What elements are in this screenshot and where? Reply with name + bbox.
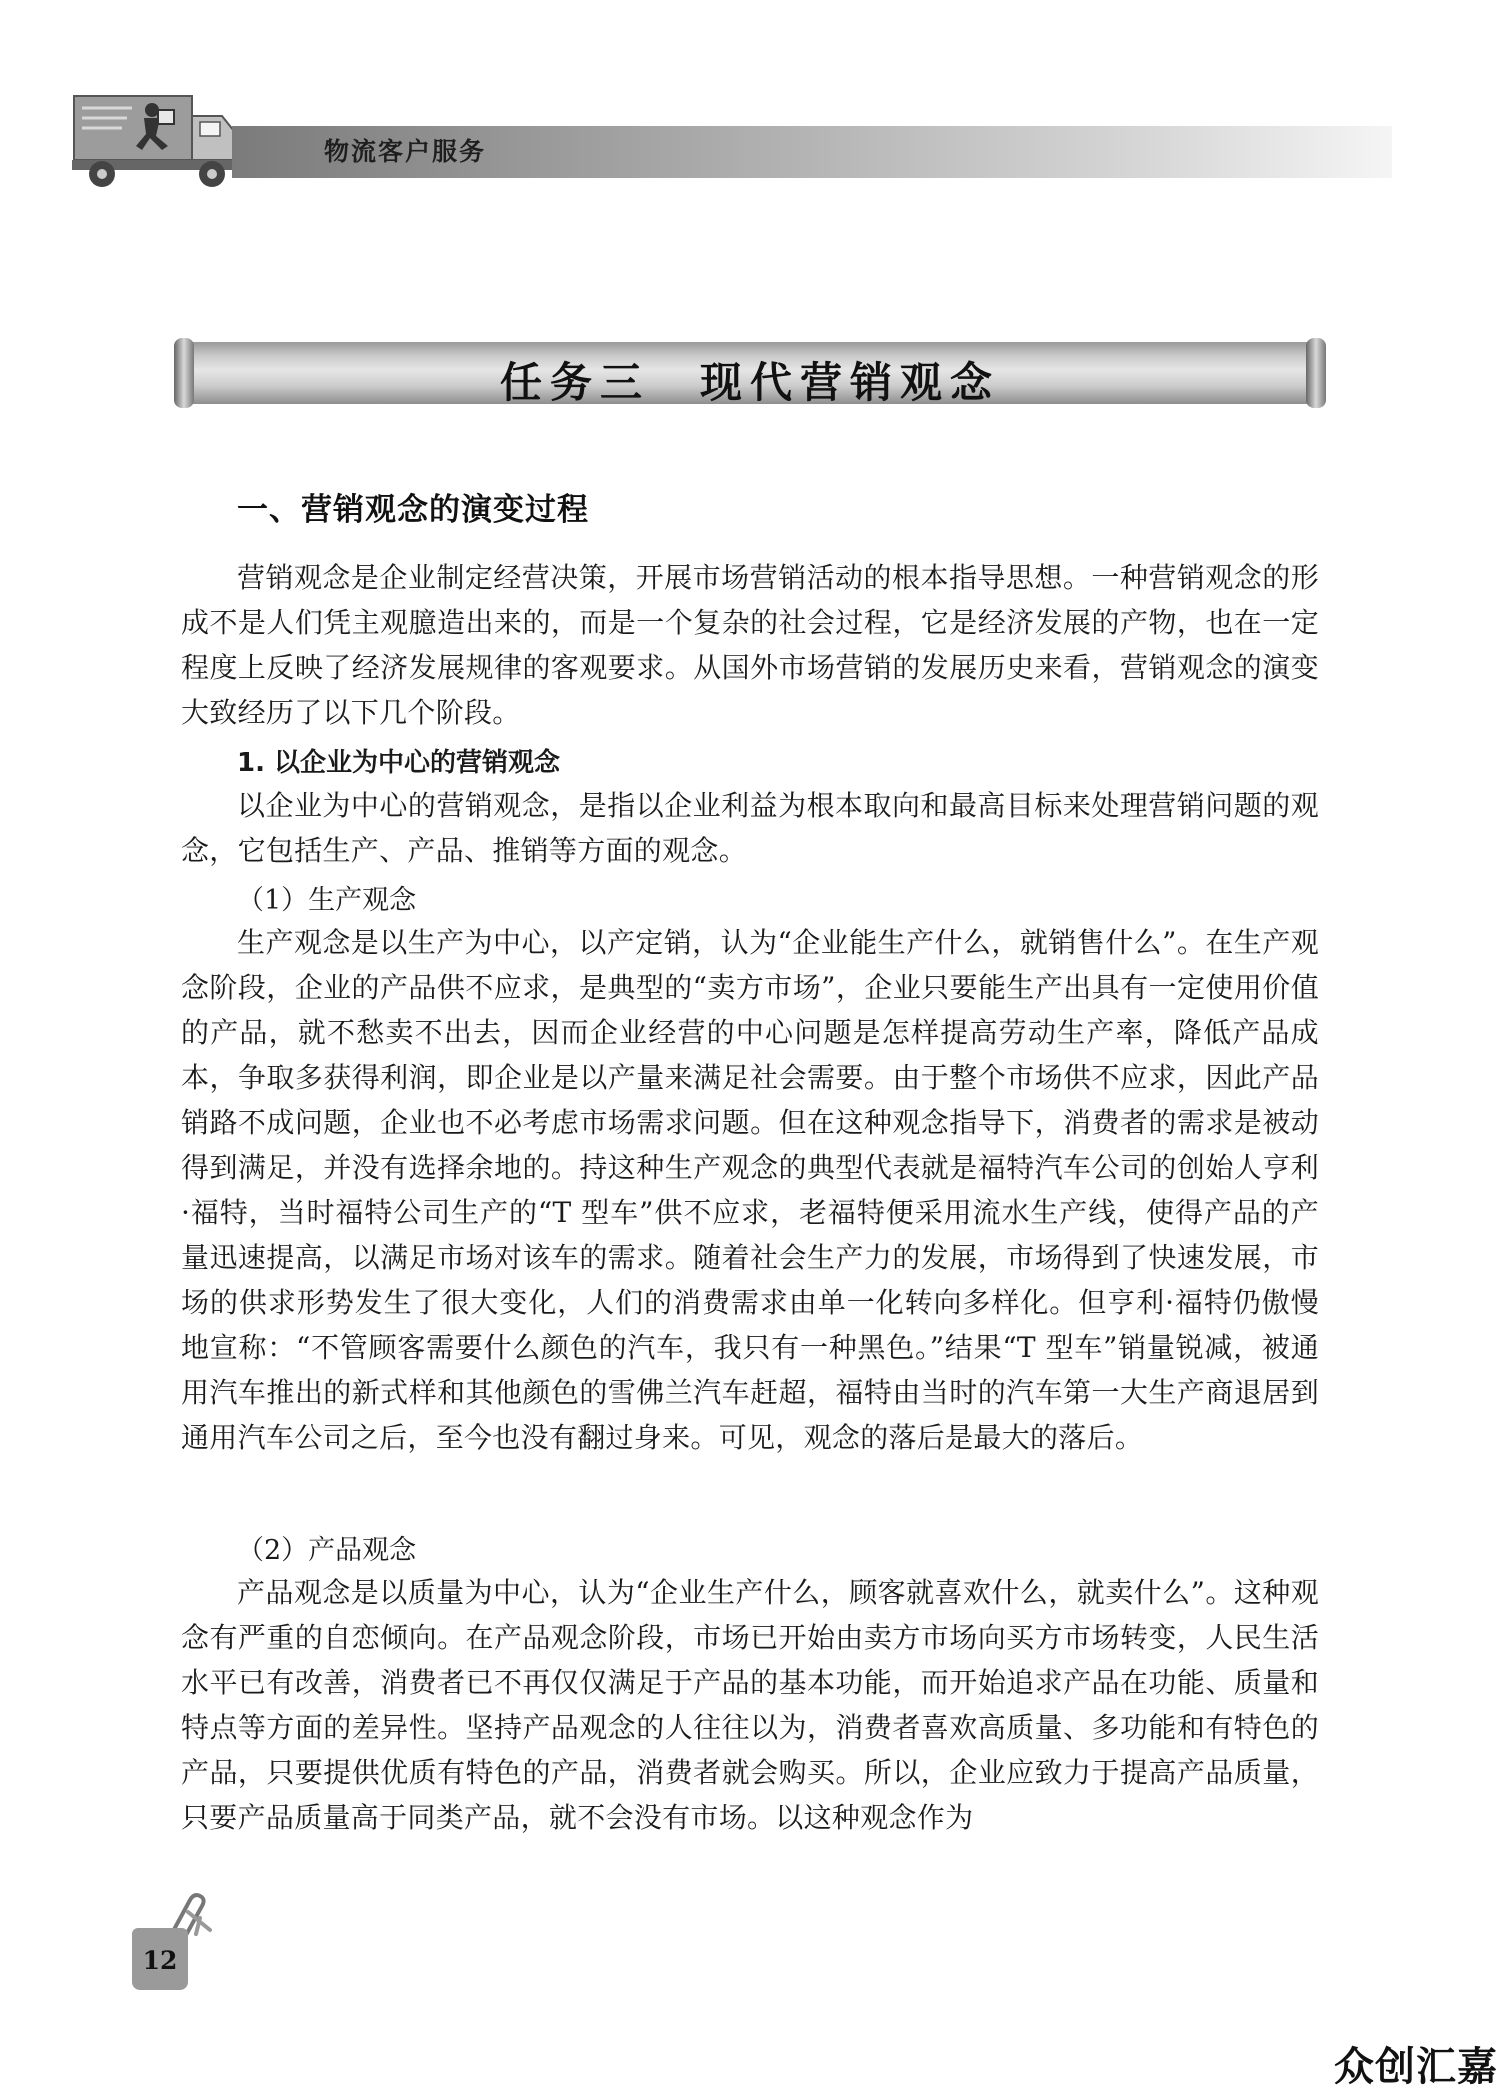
page-number: 12 [142,1946,178,1975]
delivery-truck-icon [72,88,252,198]
section-heading: 一、营销观念的演变过程 [237,492,589,528]
production-paragraph: 生产观念是以生产为中心，以产定销，认为“企业能生产什么，就销售什么”。在生产观念阶段，企业的产品供不应求，是典型的“卖方市场”，企业只要能生产出具有一定使用价值的产品，就不愁卖不出去，因而企业经营的中心问题是怎样提高劳动生产率，降低产品成本，争取多获得利润，即企业是以产量来满足社会需要。由于整个市场供不应求，因此产品销路不成问题，企业也不必考虑市场需求问题。但在这种观念指导下，消费者的需求是被动得到满足，并没有选择余地的。持这种生产观念的典型代表就是福特汽车公司的创始人亨利·福特，当时福特公司生产的“T 型车”供不应求，老福特便采用流水生产线，使得产品的产量迅速提高，以满足市场对该车的需求。随着社会生产力的发展，市场得到了快速发展，市场的供求形势发生了很大变化，人们的消费需求由单一化转向多样化。但亨利·福特仍傲慢地宣称：“不管顾客需要什么颜色的汽车，我只有一种黑色。”结果“T 型车”销量锐减，被通用汽车推出的新式样和其他颜色的雪佛兰汽车赶超，福特由当时的汽车第一大生产商退居到通用汽车公司之后，至今也没有翻过身来。可见，观念的落后是最大的落后。 [181,926,1319,1454]
running-header [72,88,1322,198]
watermark: 众创汇嘉 [1334,2044,1498,2090]
product-paragraph: 产品观念是以质量为中心，认为“企业生产什么，顾客就喜欢什么，就卖什么”。这种观念有严重的自恋倾向。在产品观念阶段，市场已开始由卖方市场向买方市场转变，人民生活水平已有改善，消费者已不再仅仅满足于产品的基本功能，而开始追求产品在功能、质量和特点等方面的差异性。坚持产品观念的人往往以为，消费者喜欢高质量、多功能和有特色的产品，只要提供优质有特色的产品，消费者就会购买。所以，企业应致力于提高产品质量，只要产品质量高于同类产品，就不会没有市场。以这种观念作为 [181,1576,1319,1834]
subsection-paragraph: 以企业为中心的营销观念，是指以企业利益为根本取向和最高目标来处理营销问题的观念，它包括生产、产品、推销等方面的观念。 [181,789,1319,867]
task-title: 任务三 现代营销观念 [499,358,1000,407]
book-title: 物流客户服务 [324,137,487,166]
item-heading-product: （2）产品观念 [237,1535,417,1566]
item-heading-production: （1）生产观念 [237,885,417,916]
intro-paragraph: 营销观念是企业制定经营决策，开展市场营销活动的根本指导思想。一种营销观念的形成不是人们凭主观臆造出来的，而是一个复杂的社会过程，它是经济发展的产物，也在一定程度上反映了经济发展规律的客观要求。从国外市场营销的发展历史来看，营销观念的演变大致经历了以下几个阶段。 [181,561,1319,729]
page-tag [132,1928,188,1990]
task-banner [180,342,1320,407]
subsection-heading: 1. 以企业为中心的营销观念 [237,748,561,778]
